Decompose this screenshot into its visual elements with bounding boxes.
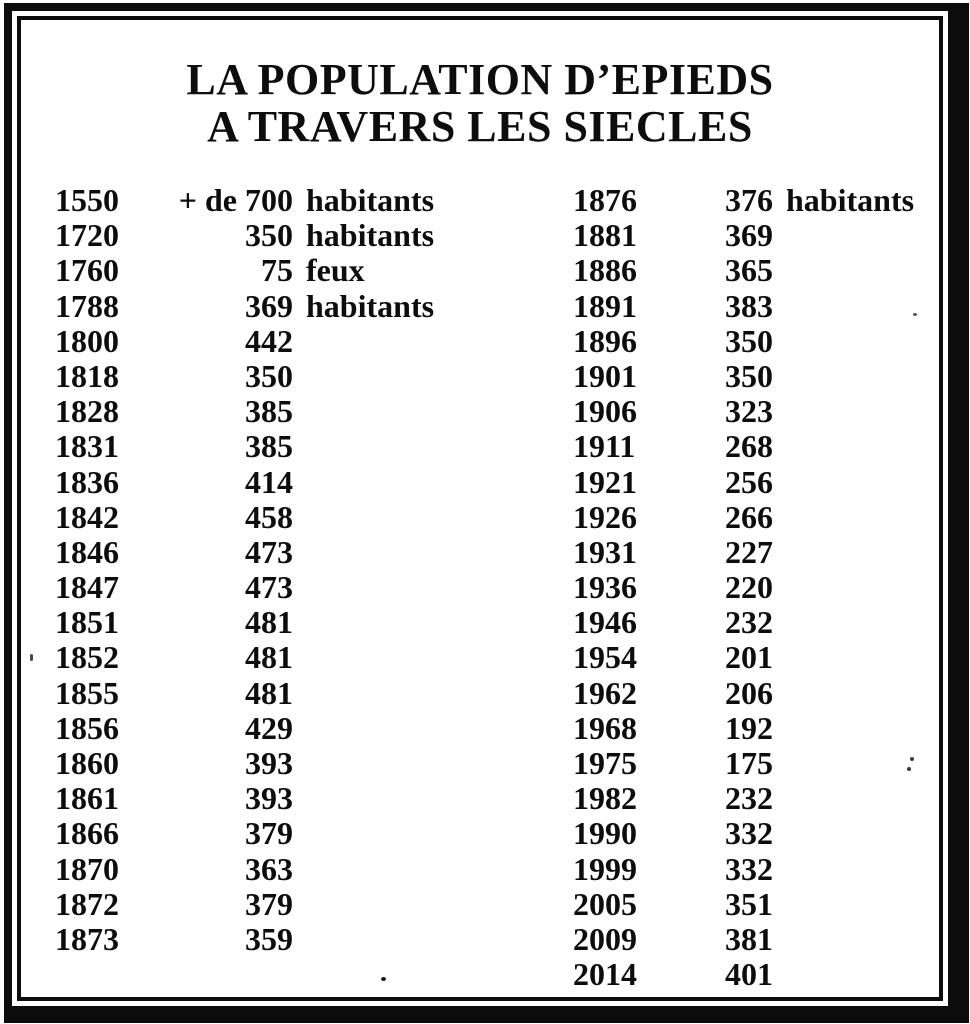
- row-unit: [293, 570, 535, 605]
- table-row: [55, 465, 535, 500]
- row-value: 376: [725, 182, 773, 218]
- scan-speck: [910, 757, 914, 761]
- row-value: 458: [245, 498, 293, 535]
- row-year: 1847: [55, 569, 119, 606]
- row-year: 1760: [55, 252, 119, 289]
- row-value: 332: [725, 850, 773, 887]
- row-year: 1906: [573, 393, 637, 430]
- row-value: 266: [725, 498, 773, 535]
- row-value: 359: [245, 920, 293, 957]
- row-unit: [293, 465, 535, 500]
- row-value: 414: [245, 463, 293, 500]
- table-row: [55, 289, 535, 324]
- row-year: 1873: [55, 920, 119, 957]
- row-unit: [293, 429, 535, 464]
- row-value: 393: [245, 780, 293, 817]
- table-row: [573, 887, 943, 922]
- table-row: [55, 359, 535, 394]
- row-year: 1831: [55, 428, 119, 465]
- table-row: [573, 500, 943, 535]
- page-inner-border: [17, 16, 943, 1001]
- row-unit: [773, 922, 943, 957]
- page-content: [21, 20, 939, 997]
- row-value: 201: [725, 639, 773, 676]
- row-year: 1860: [55, 745, 119, 781]
- row-value: 256: [725, 463, 773, 500]
- row-year: 1975: [573, 745, 637, 781]
- scan-speck: [907, 767, 911, 771]
- table-row: [573, 570, 943, 605]
- row-value: 369: [725, 217, 773, 254]
- table-row: [55, 640, 535, 675]
- row-unit: [773, 535, 943, 570]
- row-value: 365: [725, 252, 773, 289]
- page-title-line-2: A TRAVERS LES SIECLES: [207, 102, 753, 151]
- row-value: 350: [245, 217, 293, 254]
- row-value: 473: [245, 569, 293, 606]
- row-year: 1876: [573, 182, 637, 218]
- row-year: 2009: [573, 920, 637, 957]
- table-row: [573, 816, 943, 851]
- row-year: 1901: [573, 357, 637, 394]
- row-unit: [773, 640, 943, 675]
- row-unit: [293, 394, 535, 429]
- row-value: 227: [725, 533, 773, 570]
- row-unit: [293, 816, 535, 851]
- table-row: [55, 324, 535, 359]
- table-row: [55, 605, 535, 640]
- row-unit: [293, 359, 535, 394]
- row-year: 1866: [55, 815, 119, 852]
- row-year: 1855: [55, 674, 119, 711]
- row-year: 1870: [55, 850, 119, 887]
- table-row: [573, 183, 943, 218]
- population-table-left-column: [55, 183, 535, 957]
- row-value: 332: [725, 815, 773, 852]
- row-unit: [773, 324, 943, 359]
- row-value: 363: [245, 850, 293, 887]
- page-title: [21, 56, 939, 150]
- row-value: 232: [725, 780, 773, 817]
- table-row: [573, 394, 943, 429]
- table-row: [55, 394, 535, 429]
- row-unit: [773, 570, 943, 605]
- scan-speck: [913, 313, 917, 316]
- row-unit: [773, 711, 943, 746]
- row-year: 1968: [573, 709, 637, 746]
- row-year: 1946: [573, 604, 637, 641]
- page-border-gap: [12, 11, 948, 1006]
- row-year: 1911: [573, 428, 636, 465]
- row-unit: [773, 253, 943, 288]
- row-value: 351: [725, 885, 773, 922]
- row-unit: [773, 676, 943, 711]
- row-unit: [773, 746, 943, 781]
- row-unit: [773, 394, 943, 429]
- table-row: [573, 289, 943, 324]
- row-value: 350: [725, 322, 773, 359]
- row-value: 175: [725, 745, 773, 781]
- row-year: 1720: [55, 217, 119, 254]
- row-value: 481: [245, 674, 293, 711]
- table-row: [573, 676, 943, 711]
- row-value: 481: [245, 639, 293, 676]
- table-row: [55, 535, 535, 570]
- row-year: 1788: [55, 287, 119, 324]
- table-row: [573, 605, 943, 640]
- scan-speck: [30, 654, 33, 661]
- table-row: [573, 711, 943, 746]
- row-unit: [293, 324, 535, 359]
- table-row: [55, 429, 535, 464]
- page-title-line-1: LA POPULATION D’EPIEDS: [186, 55, 774, 104]
- row-unit: feux: [306, 252, 365, 289]
- row-value: 379: [245, 815, 293, 852]
- row-unit: [293, 711, 535, 746]
- row-unit: [293, 500, 535, 535]
- table-row: [573, 359, 943, 394]
- table-row: [55, 218, 535, 253]
- row-year: 1990: [573, 815, 637, 852]
- row-value: 75: [261, 252, 293, 289]
- row-unit: [773, 816, 943, 851]
- row-year: 1896: [573, 322, 637, 359]
- row-unit: habitants: [306, 217, 435, 254]
- row-year: 1921: [573, 463, 637, 500]
- row-unit: [773, 781, 943, 816]
- scan-speck: [381, 977, 386, 981]
- row-year: 1550: [55, 182, 119, 218]
- row-year: 1881: [573, 217, 637, 254]
- row-value: 268: [725, 428, 773, 465]
- row-unit: [773, 218, 943, 253]
- row-year: 1962: [573, 674, 637, 711]
- row-year: 1851: [55, 604, 119, 641]
- row-unit: [773, 500, 943, 535]
- row-value: 393: [245, 745, 293, 781]
- row-value: 379: [245, 885, 293, 922]
- table-row: [573, 957, 943, 992]
- row-unit: [293, 676, 535, 711]
- table-row: [573, 218, 943, 253]
- row-value: + de 700: [178, 182, 293, 218]
- table-row: [573, 640, 943, 675]
- row-value: 401: [725, 956, 773, 993]
- page-outer-border: [4, 3, 969, 1023]
- row-year: 1999: [573, 850, 637, 887]
- table-row: [55, 676, 535, 711]
- row-unit: habitants: [306, 287, 435, 324]
- table-row: [573, 781, 943, 816]
- row-year: 1926: [573, 498, 637, 535]
- row-unit: [293, 781, 535, 816]
- table-row: [573, 852, 943, 887]
- row-value: 323: [725, 393, 773, 430]
- row-unit: [293, 887, 535, 922]
- row-unit: [773, 887, 943, 922]
- row-year: 1836: [55, 463, 119, 500]
- table-row: [55, 816, 535, 851]
- row-value: 385: [245, 428, 293, 465]
- row-value: 369: [245, 287, 293, 324]
- row-unit: [293, 746, 535, 781]
- row-value: 429: [245, 709, 293, 746]
- row-year: 1842: [55, 498, 119, 535]
- row-year: 1861: [55, 780, 119, 817]
- table-row: [55, 183, 535, 218]
- row-year: 1856: [55, 709, 119, 746]
- table-row: [55, 781, 535, 816]
- row-year: 2014: [573, 956, 637, 993]
- row-year: 1872: [55, 885, 119, 922]
- table-row: [573, 324, 943, 359]
- table-row: [55, 253, 535, 288]
- table-row: [573, 429, 943, 464]
- table-row: [55, 500, 535, 535]
- row-unit: [293, 640, 535, 675]
- row-value: 385: [245, 393, 293, 430]
- row-unit: [293, 605, 535, 640]
- row-year: 1818: [55, 357, 119, 394]
- row-unit: [773, 465, 943, 500]
- row-unit: [293, 535, 535, 570]
- population-table-right-column: [573, 183, 943, 992]
- row-value: 232: [725, 604, 773, 641]
- row-value: 481: [245, 604, 293, 641]
- row-year: 1886: [573, 252, 637, 289]
- row-value: 350: [245, 357, 293, 394]
- row-year: 1982: [573, 780, 637, 817]
- row-value: 220: [725, 569, 773, 606]
- table-row: [55, 711, 535, 746]
- row-value: 206: [725, 674, 773, 711]
- table-row: [55, 570, 535, 605]
- table-row: [55, 746, 535, 781]
- row-year: 1936: [573, 569, 637, 606]
- row-year: 1891: [573, 287, 637, 324]
- row-year: 1846: [55, 533, 119, 570]
- row-year: 1852: [55, 639, 119, 676]
- table-row: [573, 535, 943, 570]
- row-unit: [773, 957, 943, 992]
- row-year: 1800: [55, 322, 119, 359]
- row-unit: [773, 359, 943, 394]
- row-year: 2005: [573, 885, 637, 922]
- row-value: 350: [725, 357, 773, 394]
- row-value: 383: [725, 287, 773, 324]
- row-unit: [773, 852, 943, 887]
- row-unit: [293, 852, 535, 887]
- table-row: [573, 253, 943, 288]
- row-unit: [773, 289, 943, 324]
- table-row: [55, 887, 535, 922]
- table-row: [573, 922, 943, 957]
- table-row: [573, 465, 943, 500]
- table-row: [55, 852, 535, 887]
- row-unit: habitants: [306, 182, 435, 218]
- row-value: 381: [725, 920, 773, 957]
- row-unit: habitants: [786, 182, 915, 218]
- row-unit: [773, 605, 943, 640]
- row-year: 1954: [573, 639, 637, 676]
- table-row: [573, 746, 943, 781]
- row-unit: [293, 922, 535, 957]
- row-year: 1931: [573, 533, 637, 570]
- row-value: 192: [725, 709, 773, 746]
- table-row: [55, 922, 535, 957]
- row-value: 473: [245, 533, 293, 570]
- row-year: 1828: [55, 393, 119, 430]
- row-value: 442: [245, 322, 293, 359]
- row-unit: [773, 429, 943, 464]
